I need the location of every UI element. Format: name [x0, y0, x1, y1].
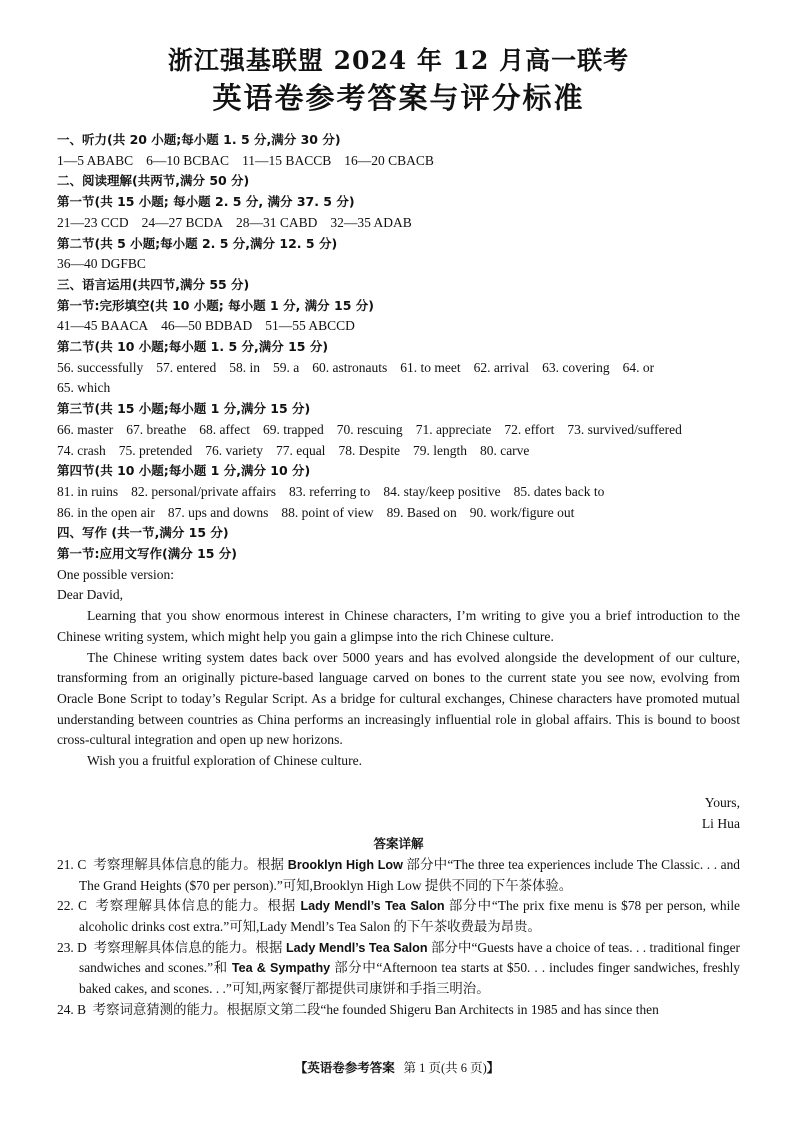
answer-group: 21—23 CCD: [57, 214, 129, 230]
answer-group: 79. length: [412, 442, 467, 458]
answer-group: 86. in the open air: [57, 504, 155, 520]
answer-group: 84. stay/keep positive: [383, 483, 501, 499]
answer-group: 73. survived/suffered: [567, 421, 682, 437]
phrase-answers-line1: [57, 482, 740, 503]
answer-group: 77. equal: [275, 442, 326, 458]
detail-item: 21. C 考察理解具体信息的能力。根据 Brooklyn High Low 部分中“The three tea experiences include The Classic. . . and The Grand Heights ($70 per person).”可知,Brooklyn High Low 提供不同的下午茶体验。: [57, 856, 740, 893]
answer-group: 69. trapped: [262, 421, 324, 437]
detail-bold: Lady Mendl’s Tea Salon: [285, 940, 428, 955]
reading-part1-header: 第一节(共 15 小题; 每小题 2. 5 分, 满分 37. 5 分): [57, 194, 355, 210]
detail-num: 21. C: [57, 856, 87, 872]
detail-item: 23. D 考察理解具体信息的能力。根据 Lady Mendl’s Tea Salon 部分中“Guests have a choice of teas. . . traditional finger sandwiches and scones.”和 Tea & Sympathy 部分中“Afternoon tea starts at $50. . . includes finger sandwiches, freshly baked cakes, and scones. . .”可知,两家餐厅都提供司康饼和手指三明治。: [57, 939, 740, 997]
grammar-answers-line1: [57, 358, 740, 379]
page-title-line1: 浙江强基联盟 2024 年 12 月高一联考: [167, 46, 630, 75]
answer-group: 66. master: [57, 421, 114, 437]
answer-group: 71. appreciate: [415, 421, 492, 437]
footer-end: 】: [486, 1060, 500, 1075]
answer-group: 68. affect: [199, 421, 250, 437]
answer-group: 85. dates back to: [513, 483, 605, 499]
language-header: 三、语言运用(共四节,满分 55 分): [57, 276, 250, 292]
reading-part1-answers: [57, 213, 740, 234]
answer-group: 82. personal/private affairs: [131, 483, 276, 499]
answer-group: 62. arrival: [473, 359, 530, 375]
answer-group: 1—5 ABABC: [57, 152, 134, 168]
phrase-answers-line2: [57, 503, 740, 524]
answer-sheet-page: [57, 44, 740, 1021]
detail-item: 24. B 考察词意猜测的能力。根据原文第二段“he founded Shigeru Ban Architects in 1985 and has since then: [57, 1001, 659, 1017]
grammar-answers-line2: [57, 378, 740, 399]
answer-group: 61. to meet: [400, 359, 461, 375]
vocab-answers-line2: [57, 441, 740, 462]
answer-group: 60. astronauts: [312, 359, 388, 375]
answer-group: 24—27 BCDA: [141, 214, 224, 230]
essay-signature: Li Hua: [701, 815, 740, 831]
answer-group: 16—20 CBACB: [344, 152, 434, 168]
answer-group: 6—10 BCBAC: [146, 152, 230, 168]
answer-group: 90. work/figure out: [469, 504, 575, 520]
essay-paragraph: Wish you a fruitful exploration of Chinese culture.: [87, 753, 363, 769]
vocab-header: 第三节(共 15 小题;每小题 1 分,满分 15 分): [57, 401, 311, 417]
answer-group: 36—40 DGFBC: [57, 256, 146, 272]
writing-header: 四、写作 (共一节,满分 15 分): [57, 525, 229, 541]
reading-part2-answers: [57, 254, 740, 275]
details-title: 答案详解: [373, 836, 424, 852]
detail-num: 24. B: [57, 1001, 87, 1017]
answer-group: 64. or: [622, 359, 655, 375]
writing-part1-header: 第一节:应用文写作(满分 15 分): [57, 546, 238, 562]
answer-group: 76. variety: [205, 442, 263, 458]
detail-bold: Brooklyn High Low: [287, 857, 403, 872]
detail-bold: Lady Mendl’s Tea Salon: [300, 899, 445, 914]
answer-group: 58. in: [229, 359, 260, 375]
answer-group: 83. referring to: [288, 483, 371, 499]
answer-group: 56. successfully: [57, 359, 144, 375]
answer-group: 78. Despite: [338, 442, 400, 458]
answer-group: 80. carve: [479, 442, 530, 458]
phrase-header: 第四节(共 10 小题;每小题 1 分,满分 10 分): [57, 463, 311, 479]
footer-label: 【英语卷参考答案: [294, 1060, 395, 1075]
cloze-answers: [57, 316, 740, 337]
page-footer: [0, 1058, 794, 1076]
answer-group: 74. crash: [57, 442, 106, 458]
answer-group: 63. covering: [542, 359, 610, 375]
answer-group: 65. which: [57, 380, 111, 396]
footer-page-number: 第 1 页(共 6 页): [403, 1061, 487, 1075]
answer-group: 59. a: [272, 359, 300, 375]
answer-group: 87. ups and downs: [167, 504, 269, 520]
detail-num: 23. D: [57, 939, 87, 955]
grammar-header: 第二节(共 10 小题;每小题 1. 5 分,满分 15 分): [57, 339, 329, 355]
answer-group: 41—45 BAACA: [57, 318, 149, 334]
page-title-line2: 英语卷参考答案与评分标准: [212, 81, 585, 115]
detail-bold: Tea & Sympathy: [231, 961, 331, 976]
answer-group: 51—55 ABCCD: [265, 318, 355, 334]
answer-group: 57. entered: [156, 359, 217, 375]
reading-part2-header: 第二节(共 5 小题;每小题 2. 5 分,满分 12. 5 分): [57, 235, 338, 251]
answer-group: 72. effort: [504, 421, 555, 437]
essay-paragraph: Learning that you show enormous interest in Chinese characters, I’m writing to give you a brief introduction to the Chinese writing system, which might help you gain a glimpse into the rich Chinese culture.: [57, 608, 740, 644]
listening-answers: [57, 151, 740, 172]
listening-header: 一、听力(共 20 小题;每小题 1. 5 分,满分 30 分): [57, 132, 341, 147]
essay-closing: Yours,: [704, 794, 740, 810]
answer-group: 32—35 ADAB: [330, 214, 412, 230]
essay-version-label: One possible version:: [57, 566, 174, 582]
answer-group: 46—50 BDBAD: [161, 318, 253, 334]
cloze-header: 第一节:完形填空(共 10 小题; 每小题 1 分, 满分 15 分): [57, 297, 374, 313]
essay-paragraph: The Chinese writing system dates back over 5000 years and has evolved alongside the development of our culture, transforming from an originally picture-based language carved on bones to the current state you see now, evolving from Oracle Bone Script to today’s Regular Script. As a bridge for cultural exchanges, Chinese characters have promoted mutual understanding between countries as China performs an increasingly influential role in global affairs. This is bound to boost cross-cultural integration and open up new horizons.: [57, 649, 740, 748]
vocab-answers-line1: [57, 420, 740, 441]
answer-group: 11—15 BACCB: [242, 152, 332, 168]
answer-group: 28—31 CABD: [236, 214, 318, 230]
answer-group: 81. in ruins: [57, 483, 119, 499]
answer-group: 89. Based on: [386, 504, 457, 520]
detail-num: 22. C: [57, 898, 87, 914]
answer-group: 88. point of view: [281, 504, 374, 520]
reading-header: 二、阅读理解(共两节,满分 50 分): [57, 173, 250, 189]
essay-greeting: Dear David,: [57, 587, 123, 603]
answer-group: 75. pretended: [118, 442, 193, 458]
answer-group: 70. rescuing: [336, 421, 403, 437]
answer-group: 67. breathe: [126, 421, 187, 437]
detail-item: 22. C 考察理解具体信息的能力。根据 Lady Mendl’s Tea Salon 部分中“The prix fixe menu is $78 per person, while alcoholic drinks cost extra.”可知,Lady Mendl’s Tea Salon 的下午茶收费最为昂贵。: [57, 898, 740, 935]
